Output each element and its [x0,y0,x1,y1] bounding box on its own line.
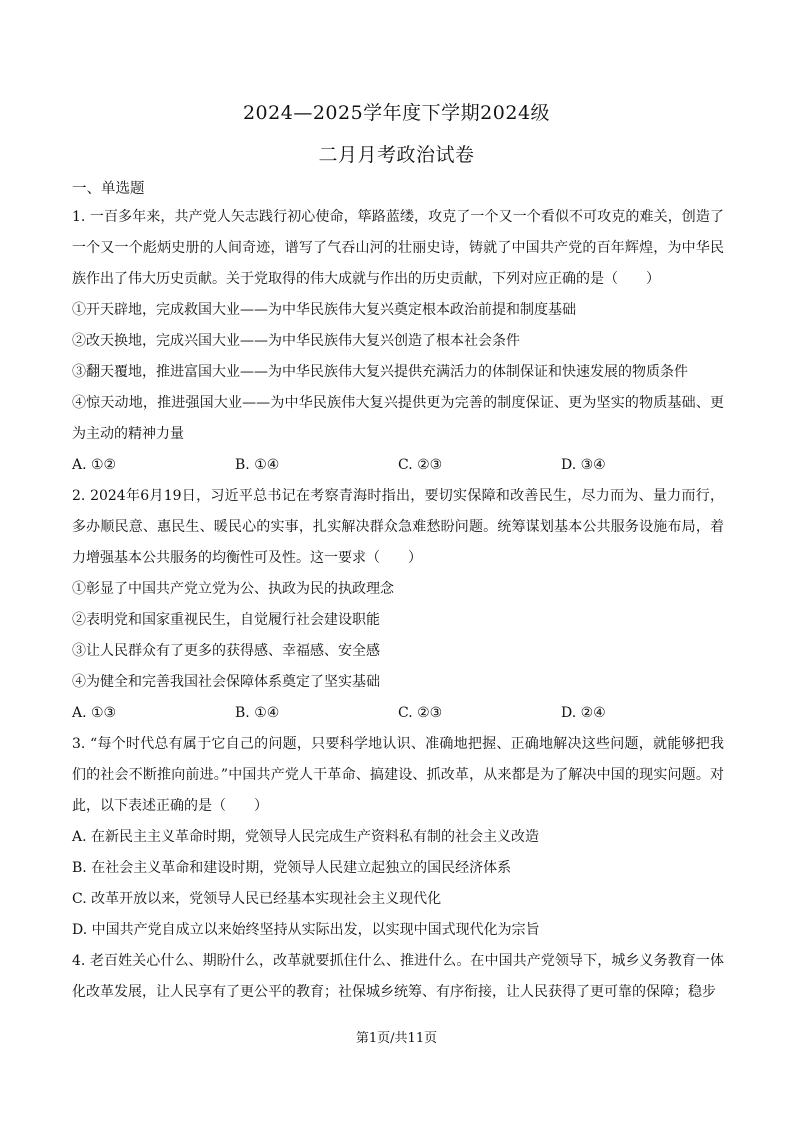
exam-title: 2024—2025学年度下学期2024级 [242,102,551,124]
choice-c[interactable]: C. ②③ [398,705,443,721]
question-2-statement: ③让人民群众有了更多的获得感、幸福感、安全感 [72,643,380,659]
question-1-choices [72,450,724,481]
question-4-stem: 4. 老百姓关心什么、期盼什么，改革就要抓住什么、推进什么。在中国共产党领导下，城乡义务教育一体化改革发展，让人民享有了更公平的教育；社保城乡统筹、有序衔接，让人民获得了更可靠的保障；稳步 [72,953,724,1000]
question-2-statement: ①彰显了中国共产党立党为公、执政为民的执政理念 [72,581,394,597]
choice-d[interactable]: D. ②④ [561,705,606,721]
question-3-option-d[interactable]: D. 中国共产党自成立以来始终坚持从实际出发，以实现中国式现代化为宗旨 [72,922,540,938]
question-2-stem: 2. 2024年6月19日，习近平总书记在考察青海时指出，要切实保障和改善民生，尽力而为、量力而行，多办顺民意、惠民生、暖民心的实事，扎实解决群众急难愁盼问题。统筹谋划基本公共服务设施布局，着力增强基本公共服务的均衡性可及性。这一要求（ ） [72,488,724,566]
question-3-option-a[interactable]: A. 在新民主主义革命时期，党领导人民完成生产资料私有制的社会主义改造 [72,829,540,845]
page-number: 第1页/共11页 [355,1031,438,1046]
question-2-choices [72,698,724,729]
question-2-statement: ②表明党和国家重视民生，自觉履行社会建设职能 [72,612,380,628]
question-3-stem: 3. “每个时代总有属于它自己的问题，只要科学地认识、准确地把握、正确地解决这些问题，就能够把我们的社会不断推向前进。”中国共产党人干革命、搞建设、抓改革，从来都是为了解决中国的现实问题。对此，以下表述正确的是（ ） [72,736,724,814]
section-heading: 一、单选题 [72,181,145,197]
question-1-statement: ①开天辟地，完成救国大业——为中华民族伟大复兴奠定根本政治前提和制度基础 [72,302,576,318]
question-2-statement: ④为健全和完善我国社会保障体系奠定了坚实基础 [72,674,380,690]
question-1-stem: 1. 一百多年来，共产党人矢志践行初心使命，筚路蓝缕，攻克了一个又一个看似不可攻克的难关，创造了一个又一个彪炳史册的人间奇迹，谱写了气吞山河的壮丽史诗，铸就了中国共产党的百年辉煌，为中华民族作出了伟大历史贡献。关于党取得的伟大成就与作出的历史贡献，下列对应正确的是（ ） [72,209,724,287]
question-list [72,202,724,1008]
question-3-option-c[interactable]: C. 改革开放以来，党领导人民已经基本实现社会主义现代化 [72,891,442,907]
choice-b[interactable]: B. ①④ [235,457,280,473]
choice-a[interactable]: A. ①③ [72,705,117,721]
question-1-statement: ②改天换地，完成兴国大业——为中华民族伟大复兴创造了根本社会条件 [72,333,520,349]
choice-b[interactable]: B. ①④ [235,705,280,721]
choice-a[interactable]: A. ①② [72,457,117,473]
question-3-option-b[interactable]: B. 在社会主义革命和建设时期，党领导人民建立起独立的国民经济体系 [72,860,512,876]
choice-d[interactable]: D. ③④ [561,457,606,473]
question-1-statement: ③翻天覆地，推进富国大业——为中华民族伟大复兴提供充满活力的体制保证和快速发展的物质条件 [72,364,688,380]
question-1-statement: ④惊天动地，推进强国大业——为中华民族伟大复兴提供更为完善的制度保证、更为坚实的物质基础、更为主动的精神力量 [72,395,724,442]
exam-subtitle: 二月月考政治试卷 [318,144,475,166]
choice-c[interactable]: C. ②③ [398,457,443,473]
